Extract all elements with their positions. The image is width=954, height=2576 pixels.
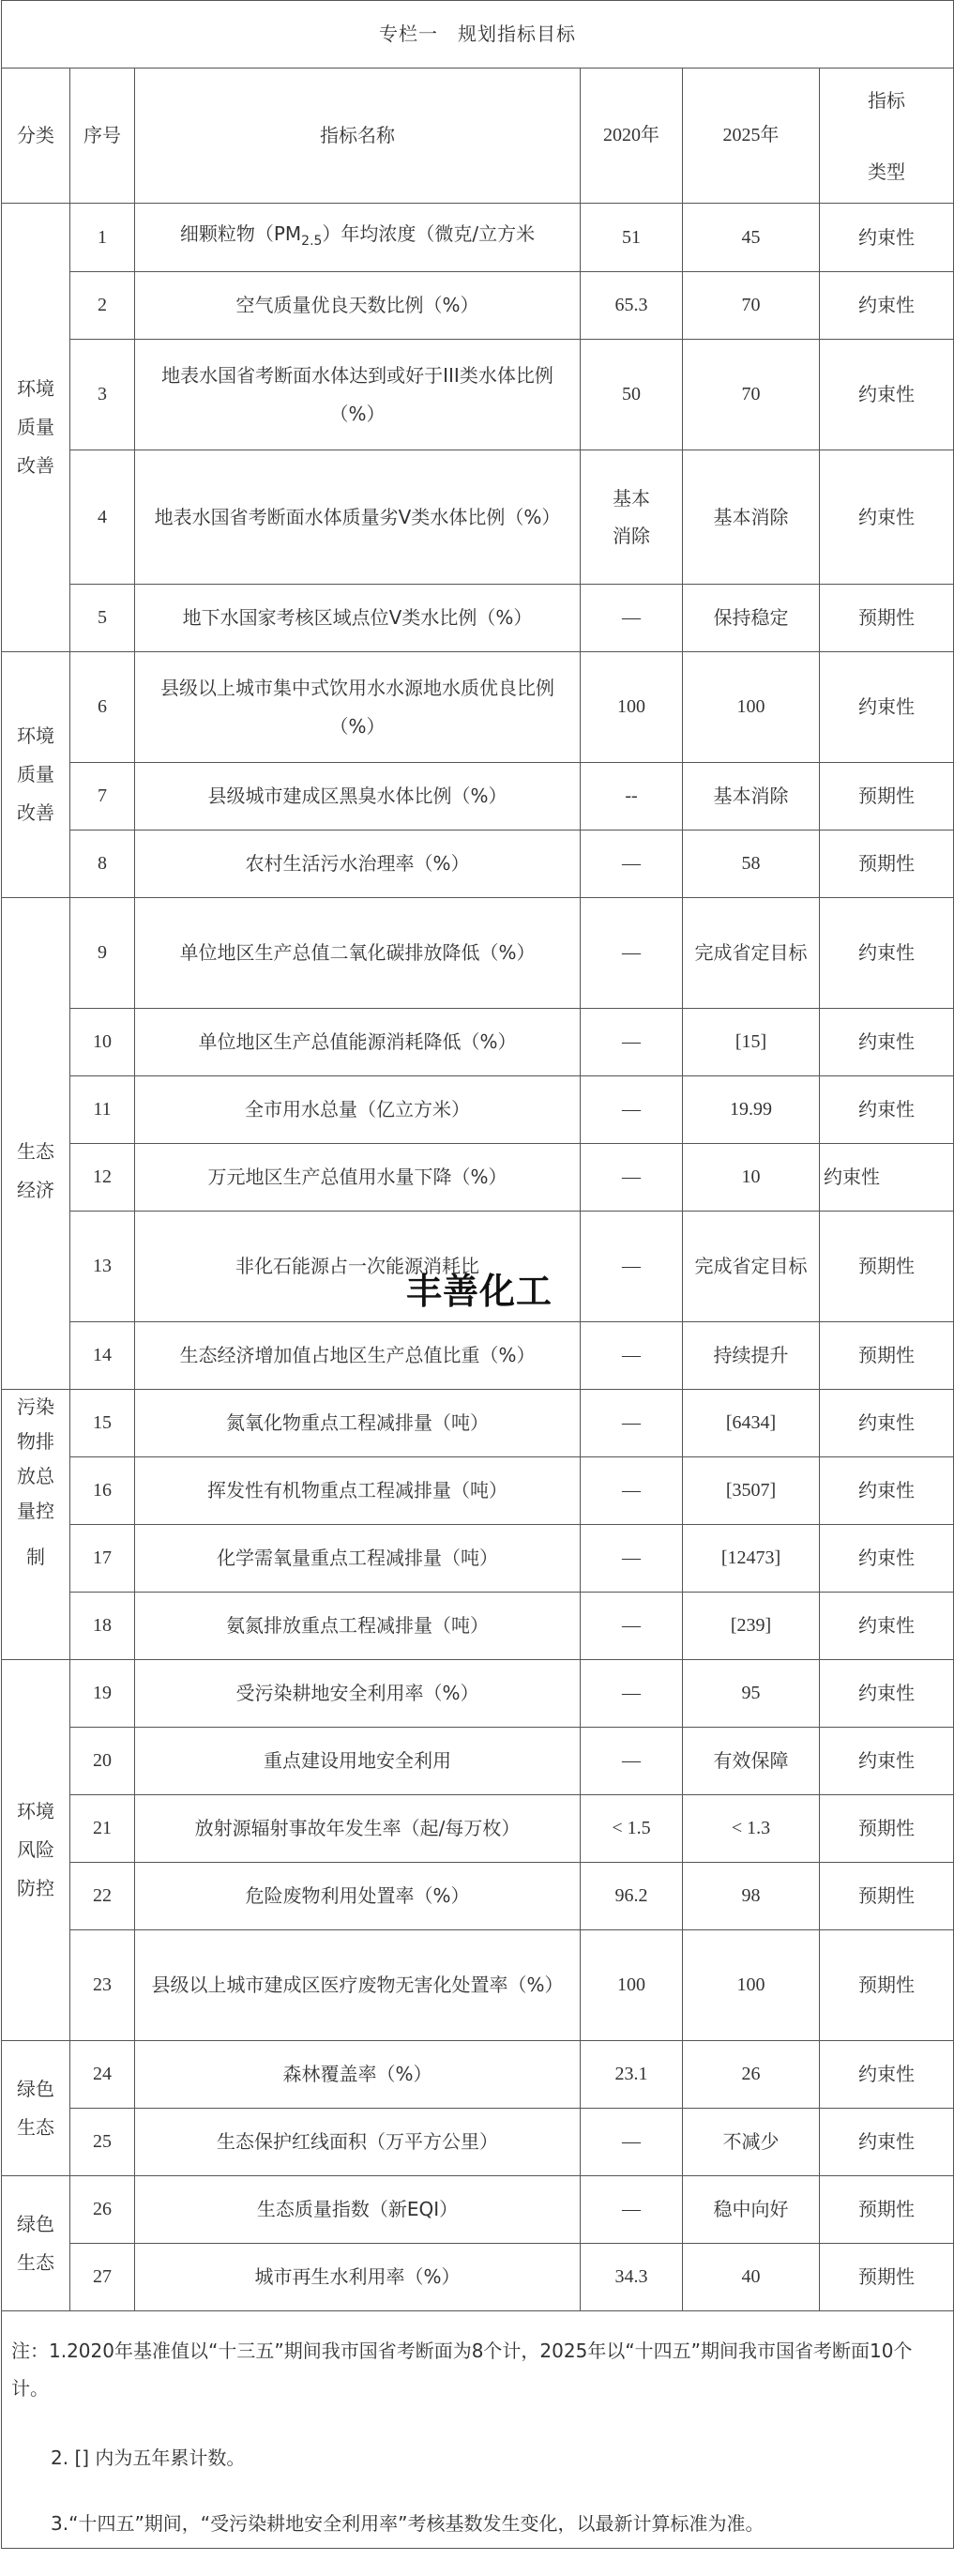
header-type-line2: 类型 [868, 160, 906, 183]
value-2025: [12473] [683, 1525, 820, 1593]
category-cell [2, 652, 70, 898]
value-2025: 基本消除 [683, 450, 820, 585]
value-2025: [15] [683, 1009, 820, 1076]
value-2025: 70 [683, 272, 820, 340]
seq-cell: 25 [70, 2109, 135, 2176]
seq-cell: 26 [70, 2176, 135, 2244]
seq-cell: 24 [70, 2041, 135, 2109]
category-text: 质量 [17, 416, 54, 438]
indicator-type: 预期性 [820, 1322, 954, 1390]
header-type [820, 69, 954, 204]
value-2020: 34.3 [581, 2244, 683, 2311]
value-2025: 10 [683, 1144, 820, 1212]
seq-cell: 22 [70, 1863, 135, 1930]
value-2020: -- [581, 763, 683, 831]
category-cell [2, 204, 70, 652]
indicator-name: 生态保护红线面积（万平方公里） [135, 2109, 581, 2176]
table-row [2, 2109, 954, 2176]
indicator-type: 约束性 [820, 1076, 954, 1144]
indicator-name: 氮氧化物重点工程减排量（吨） [135, 1390, 581, 1457]
indicator-name: 生态经济增加值占地区生产总值比重（%） [135, 1322, 581, 1390]
value-2020-text: 基本消除 [613, 487, 650, 547]
indicator-type: 预期性 [820, 831, 954, 898]
table-row [2, 2244, 954, 2311]
indicator-name: 地下水国家考核区域点位V类水比例（%） [135, 585, 581, 652]
table-row [2, 2176, 954, 2244]
table-row [2, 1593, 954, 1660]
indicator-type: 约束性 [820, 898, 954, 1009]
table-row [2, 1930, 954, 2041]
value-2020: 51 [581, 204, 683, 272]
indicator-type: 约束性 [820, 1009, 954, 1076]
category-text: 物排 [17, 1430, 54, 1453]
indicator-type: 预期性 [820, 763, 954, 831]
category-text: 生态 [17, 1140, 54, 1163]
seq-cell: 21 [70, 1795, 135, 1863]
indicator-type: 约束性 [820, 1728, 954, 1795]
value-2020: — [581, 2109, 683, 2176]
indicator-type: 约束性 [820, 450, 954, 585]
value-2025: 95 [683, 1660, 820, 1728]
indicator-type: 约束性 [820, 1593, 954, 1660]
value-2025: 基本消除 [683, 763, 820, 831]
seq-cell: 10 [70, 1009, 135, 1076]
indicator-name-part: ）年均浓度（微克/立方米 [322, 221, 536, 245]
value-2020: — [581, 585, 683, 652]
table-row [2, 450, 954, 585]
indicator-type: 约束性 [820, 1144, 954, 1212]
value-2025 [683, 898, 820, 1009]
indicator-name: 农村生活污水治理率（%） [135, 831, 581, 898]
value-2025: 持续提升 [683, 1322, 820, 1390]
table-row [2, 2041, 954, 2109]
value-2025-text: 完成省定目标 [694, 941, 808, 964]
value-2020: 100 [581, 652, 683, 763]
table-row [2, 831, 954, 898]
indicator-name [135, 204, 581, 272]
value-2020: — [581, 1322, 683, 1390]
header-name: 指标名称 [135, 69, 581, 204]
seq-cell: 11 [70, 1076, 135, 1144]
category-text: 改善 [17, 801, 54, 824]
value-2020: — [581, 898, 683, 1009]
seq-cell: 12 [70, 1144, 135, 1212]
header-2025: 2025年 [683, 69, 820, 204]
indicator-name: 县级城市建成区黑臭水体比例（%） [135, 763, 581, 831]
indicator-type: 预期性 [820, 1795, 954, 1863]
indicator-name: 全市用水总量（亿立方米） [135, 1076, 581, 1144]
table-row [2, 1322, 954, 1390]
indicator-name: 县级以上城市集中式饮用水水源地水质优良比例（%） [135, 652, 581, 763]
table-row [2, 1863, 954, 1930]
table-row [2, 340, 954, 450]
indicator-name: 受污染耕地安全利用率（%） [135, 1660, 581, 1728]
seq-cell: 27 [70, 2244, 135, 2311]
category-text: 环境 [17, 724, 54, 747]
value-2025: [239] [683, 1593, 820, 1660]
indicator-name: 挥发性有机物重点工程减排量（吨） [135, 1457, 581, 1525]
table-row [2, 1009, 954, 1076]
header-type-line1: 指标 [868, 88, 906, 112]
table-row [2, 763, 954, 831]
seq-cell: 15 [70, 1390, 135, 1457]
indicator-name: 城市再生水利用率（%） [135, 2244, 581, 2311]
seq-cell: 1 [70, 204, 135, 272]
value-2020 [581, 450, 683, 585]
value-2020: 23.1 [581, 2041, 683, 2109]
seq-cell: 18 [70, 1593, 135, 1660]
value-2020: — [581, 1009, 683, 1076]
header-category: 分类 [2, 69, 70, 204]
value-2025: [6434] [683, 1390, 820, 1457]
value-2025: 40 [683, 2244, 820, 2311]
indicator-name: 化学需氧量重点工程减排量（吨） [135, 1525, 581, 1593]
seq-cell: 7 [70, 763, 135, 831]
table-row [2, 1795, 954, 1863]
indicator-name: 危险废物利用处置率（%） [135, 1863, 581, 1930]
category-text: 生态 [17, 2115, 54, 2139]
category-cell [2, 2041, 70, 2176]
header-2020: 2020年 [581, 69, 683, 204]
category-text: 量控 [17, 1500, 54, 1522]
seq-cell: 19 [70, 1660, 135, 1728]
category-text: 绿色 [17, 2212, 54, 2235]
table-row [2, 1144, 954, 1212]
indicator-name: 地表水国省考断面水体达到或好于III类水体比例（%） [135, 340, 581, 450]
value-2025: 不减少 [683, 2109, 820, 2176]
value-2025 [683, 1212, 820, 1322]
indicator-type: 预期性 [820, 2244, 954, 2311]
category-text: 环境 [17, 377, 54, 400]
value-2025: 70 [683, 340, 820, 450]
value-2025: 有效保障 [683, 1728, 820, 1795]
seq-cell: 20 [70, 1728, 135, 1795]
value-2020: — [581, 1390, 683, 1457]
table-row [2, 1076, 954, 1144]
table-row [2, 1660, 954, 1728]
category-cell [2, 1660, 70, 2041]
indicator-type: 预期性 [820, 1212, 954, 1322]
note-1: 注：1.2020年基准值以“十三五”期间我市国省考断面为8个计，2025年以“十四五”期间我市国省考断面10个计。 [11, 2340, 913, 2400]
seq-cell: 6 [70, 652, 135, 763]
table-row [2, 204, 954, 272]
value-2025: 45 [683, 204, 820, 272]
category-text: 绿色 [17, 2077, 54, 2100]
seq-cell: 13 [70, 1212, 135, 1322]
indicator-type: 预期性 [820, 1930, 954, 2041]
value-2020: — [581, 1525, 683, 1593]
category-text: 制 [26, 1546, 45, 1568]
value-2020: — [581, 1144, 683, 1212]
value-2020: — [581, 831, 683, 898]
indicator-type: 约束性 [820, 1457, 954, 1525]
watermark-text: 丰善化工 [406, 1271, 553, 1312]
category-cell [2, 2176, 70, 2311]
seq-cell: 3 [70, 340, 135, 450]
category-text: 放总 [17, 1465, 54, 1487]
value-2025: 保持稳定 [683, 585, 820, 652]
table-row [2, 272, 954, 340]
value-2025-text: 完成省定目标 [694, 1255, 808, 1277]
value-2025: 100 [683, 1930, 820, 2041]
value-2025: 98 [683, 1863, 820, 1930]
seq-cell: 23 [70, 1930, 135, 2041]
indicator-name: 单位地区生产总值能源消耗降低（%） [135, 1009, 581, 1076]
value-2020: 100 [581, 1930, 683, 2041]
value-2020: < 1.5 [581, 1795, 683, 1863]
seq-cell: 2 [70, 272, 135, 340]
indicator-name-part: 细颗粒物（PM [179, 221, 302, 245]
header-seq: 序号 [70, 69, 135, 204]
value-2025: < 1.3 [683, 1795, 820, 1863]
indicator-type: 预期性 [820, 585, 954, 652]
note-3: 3.“十四五”期间，“受污染耕地安全利用率”考核基数发生变化，以最新计算标准为准。 [51, 2512, 765, 2535]
seq-cell: 17 [70, 1525, 135, 1593]
table-row [2, 898, 954, 1009]
value-2020: — [581, 1457, 683, 1525]
seq-cell: 5 [70, 585, 135, 652]
indicator-type: 约束性 [820, 1660, 954, 1728]
indicator-name: 森林覆盖率（%） [135, 2041, 581, 2109]
value-2025: [3507] [683, 1457, 820, 1525]
table-row [2, 1390, 954, 1457]
indicator-name: 放射源辐射事故年发生率（起/每万枚） [135, 1795, 581, 1863]
value-2020: — [581, 1212, 683, 1322]
indicator-name: 氨氮排放重点工程减排量（吨） [135, 1593, 581, 1660]
value-2025: 58 [683, 831, 820, 898]
indicator-name: 地表水国省考断面水体质量劣V类水体比例（%） [135, 450, 581, 585]
seq-cell: 14 [70, 1322, 135, 1390]
table-row [2, 652, 954, 763]
indicator-type: 约束性 [820, 204, 954, 272]
indicator-name: 空气质量优良天数比例（%） [135, 272, 581, 340]
value-2025: 稳中向好 [683, 2176, 820, 2244]
category-text: 质量 [17, 763, 54, 785]
seq-cell: 16 [70, 1457, 135, 1525]
seq-cell: 8 [70, 831, 135, 898]
category-text: 防控 [17, 1877, 54, 1899]
indicator-type: 约束性 [820, 2041, 954, 2109]
value-2020: — [581, 2176, 683, 2244]
note-2: 2. [] 内为五年累计数。 [51, 2446, 246, 2469]
value-2020: — [581, 1660, 683, 1728]
table-row [2, 585, 954, 652]
indicator-type: 约束性 [820, 652, 954, 763]
value-2025: 100 [683, 652, 820, 763]
notes-cell [2, 2311, 954, 2549]
seq-cell: 4 [70, 450, 135, 585]
indicator-type: 约束性 [820, 340, 954, 450]
category-text: 经济 [17, 1179, 54, 1201]
indicator-name-subscript: 2.5 [301, 233, 323, 249]
value-2020: — [581, 1076, 683, 1144]
notes-row [2, 2311, 954, 2549]
table-caption: 专栏一 规划指标目标 [2, 1, 954, 69]
indicator-name: 生态质量指数（新EQI） [135, 2176, 581, 2244]
table-row [2, 1457, 954, 1525]
indicator-name: 重点建设用地安全利用 [135, 1728, 581, 1795]
category-text: 改善 [17, 454, 54, 477]
indicator-type: 约束性 [820, 1390, 954, 1457]
indicator-type: 约束性 [820, 1525, 954, 1593]
indicator-name: 万元地区生产总值用水量下降（%） [135, 1144, 581, 1212]
category-text: 风险 [17, 1838, 54, 1861]
indicator-type: 约束性 [820, 272, 954, 340]
table-row [2, 1525, 954, 1593]
indicator-name: 县级以上城市建成区医疗废物无害化处置率（%） [135, 1930, 581, 2041]
value-2020: 96.2 [581, 1863, 683, 1930]
seq-cell: 9 [70, 898, 135, 1009]
value-2025: 19.99 [683, 1076, 820, 1144]
value-2025: 26 [683, 2041, 820, 2109]
category-text: 环境 [17, 1800, 54, 1822]
indicator-name: 非化石能源占一次能源消耗比 [135, 1212, 581, 1322]
category-cell [2, 898, 70, 1390]
value-2020: 65.3 [581, 272, 683, 340]
table-row [2, 1728, 954, 1795]
value-2020: — [581, 1728, 683, 1795]
value-2020: — [581, 1593, 683, 1660]
category-cell [2, 1390, 70, 1660]
indicator-type: 预期性 [820, 1863, 954, 1930]
indicator-type: 约束性 [820, 2109, 954, 2176]
category-text: 污染 [17, 1395, 54, 1418]
indicator-name: 单位地区生产总值二氧化碳排放降低（%） [135, 898, 581, 1009]
indicator-type: 预期性 [820, 2176, 954, 2244]
value-2020: 50 [581, 340, 683, 450]
header-row [2, 69, 954, 204]
category-text: 生态 [17, 2250, 54, 2274]
